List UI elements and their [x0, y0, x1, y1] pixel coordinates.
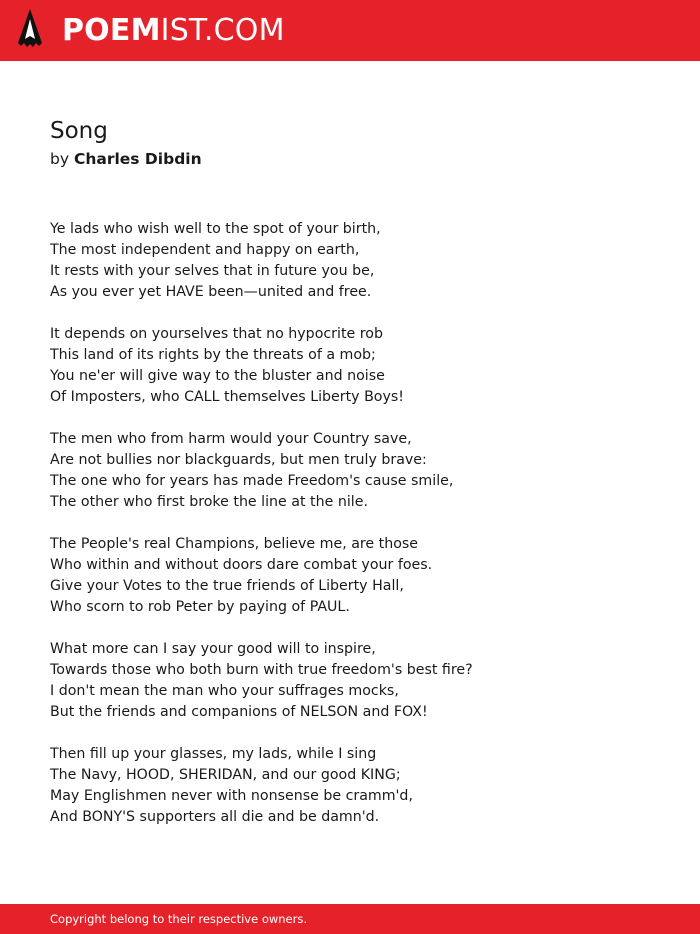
poem-line: But the friends and companions of NELSON and FOX!: [50, 704, 428, 720]
poem-line: It rests with your selves that in future you be,: [50, 263, 375, 279]
logo-bold-text: POEM: [62, 13, 161, 48]
poem-title: Song: [50, 118, 108, 144]
poem-line: The People's real Champions, believe me, are those: [50, 536, 419, 552]
poem-line: The one who for years has made Freedom's cause smile,: [50, 473, 454, 489]
poem-line: Towards those who both burn with true freedom's best fire?: [50, 662, 473, 678]
site-footer: [0, 904, 700, 934]
poem-line: What more can I say your good will to inspire,: [50, 641, 376, 657]
poem-stanza: [50, 744, 670, 828]
poem-line: The most independent and happy on earth,: [50, 242, 360, 258]
poem-body: [50, 219, 670, 849]
copyright-text: Copyright belong to their respective owners.: [50, 912, 308, 926]
poem-line: Of Imposters, who CALL themselves Liberty Boys!: [50, 389, 404, 405]
poem-line: The men who from harm would your Country save,: [50, 431, 412, 447]
poem-stanza: [50, 534, 670, 618]
poem-stanza: [50, 639, 670, 723]
poem-stanza: [50, 219, 670, 303]
poem-stanza: [50, 324, 670, 408]
poem-line: You ne'er will give way to the bluster and noise: [50, 368, 385, 384]
poem-line: The Navy, HOOD, SHERIDAN, and our good KING;: [50, 767, 401, 783]
poem-line: May Englishmen never with nonsense be cramm'd,: [50, 788, 413, 804]
by-label: by: [50, 150, 70, 168]
poem-line: And BONY'S supporters all die and be damn'd.: [50, 809, 380, 825]
poem-line: Give your Votes to the true friends of Liberty Hall,: [50, 578, 404, 594]
poem-line: This land of its rights by the threats of a mob;: [50, 347, 376, 363]
poem-line: I don't mean the man who your suffrages mocks,: [50, 683, 399, 699]
poem-line: Then fill up your glasses, my lads, while I sing: [50, 746, 377, 762]
poem-stanza: [50, 429, 670, 513]
poem-author: Charles Dibdin: [73, 150, 202, 168]
poem-line: Who scorn to rob Peter by paying of PAUL.: [50, 599, 350, 615]
pen-nib-icon: [18, 9, 42, 51]
poem-line: Who within and without doors dare combat your foes.: [50, 557, 433, 573]
poem-line: It depends on yourselves that no hypocrite rob: [50, 326, 383, 342]
site-header: [0, 0, 700, 61]
logo-light-text: IST.COM: [160, 13, 285, 48]
poem-line: As you ever yet HAVE been—united and free.: [50, 284, 372, 300]
poem-line: The other who first broke the line at the nile.: [50, 494, 368, 510]
poem-line: Ye lads who wish well to the spot of your birth,: [50, 221, 381, 237]
site-logo[interactable]: [62, 12, 285, 50]
poem-byline: [50, 148, 202, 170]
poem-line: Are not bullies nor blackguards, but men truly brave:: [50, 452, 427, 468]
